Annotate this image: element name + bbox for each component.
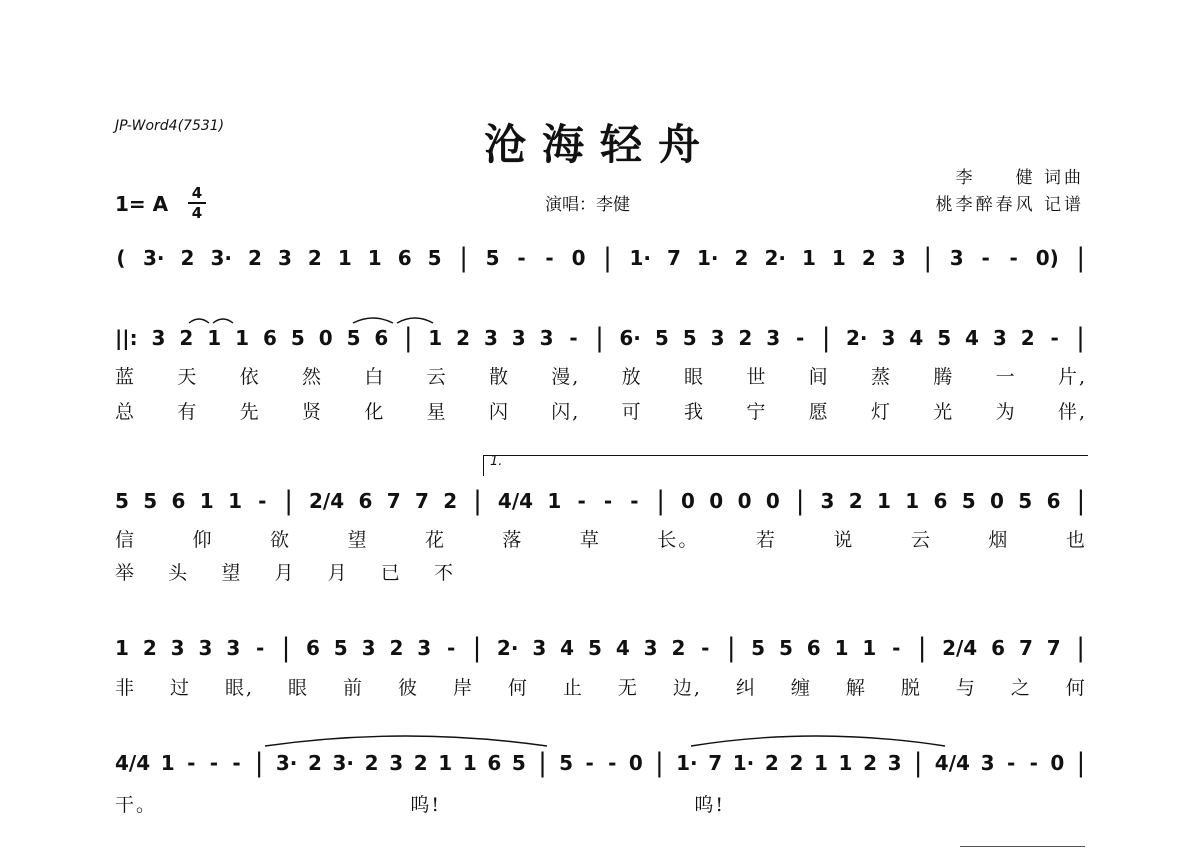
note: 3 xyxy=(198,636,213,660)
note: 5 xyxy=(511,751,526,775)
transcriber-credit: 桃李醉春风 记谱 xyxy=(935,195,1084,215)
note: 1 xyxy=(438,751,453,775)
lyric-syllable: 月 xyxy=(274,562,296,584)
note: 3· xyxy=(332,751,355,775)
lyric-syllable: 蓝 xyxy=(115,366,137,388)
barline: | xyxy=(538,748,547,778)
barline: | xyxy=(917,633,927,663)
note: - xyxy=(209,751,219,775)
lyric-syllable: 化 xyxy=(364,401,386,423)
note: 5 xyxy=(1018,489,1033,513)
lyric-syllable: 先 xyxy=(239,401,261,423)
lyric-syllable: 闪, xyxy=(551,401,581,423)
note: 3 xyxy=(532,636,547,660)
lyric-syllable: 花 xyxy=(424,529,446,551)
lyric-syllable: 一 xyxy=(995,366,1017,388)
note: 3 xyxy=(992,326,1007,350)
lyric-syllable: 草 xyxy=(579,529,601,551)
barline: | xyxy=(281,633,291,663)
note: 3 xyxy=(881,326,896,350)
volta-bracket xyxy=(483,455,1088,476)
note: 7 xyxy=(708,751,723,775)
note: 1 xyxy=(547,489,562,513)
note: 0 xyxy=(990,489,1004,513)
lyrics-line-2-verse-1 xyxy=(115,362,1087,389)
lyric-syllable: 蒸 xyxy=(870,366,892,388)
note: 4 xyxy=(965,326,979,350)
lyric-syllable: 仰 xyxy=(192,529,214,551)
source-label: JP-Word4(7531) xyxy=(115,118,225,134)
lyric-syllable: 脱 xyxy=(900,677,922,699)
lyric-syllable: 世 xyxy=(746,366,768,388)
notes-line-3 xyxy=(115,486,1087,516)
note: 3 xyxy=(539,326,554,350)
note: 2 xyxy=(671,636,686,660)
lyric-syllable: 也 xyxy=(1065,529,1087,551)
note: 1 xyxy=(813,751,828,775)
lyric-syllable: 片, xyxy=(1057,366,1087,388)
note: 7 xyxy=(386,489,401,513)
note: - xyxy=(1009,246,1018,270)
note: 5 xyxy=(961,489,976,513)
note: 6 xyxy=(262,326,277,350)
lyric-syllable: 与 xyxy=(955,677,977,699)
note: 2 xyxy=(764,751,779,775)
note: 2 xyxy=(863,751,877,775)
note: 3 xyxy=(511,326,526,350)
note: - xyxy=(446,636,456,660)
note: 6 xyxy=(806,636,821,660)
note: - xyxy=(1006,751,1016,775)
note: 6 xyxy=(933,489,948,513)
barline: | xyxy=(473,486,482,516)
note: 1· xyxy=(629,246,652,270)
lyric-syllable: 愿 xyxy=(808,401,830,423)
notes-line-5 xyxy=(115,748,1087,778)
lyric-syllable: 腾 xyxy=(933,366,955,388)
note: 2 xyxy=(456,326,470,350)
score-line-3 xyxy=(115,478,1087,522)
lyric-syllable: 望 xyxy=(347,529,369,551)
note: 6 xyxy=(487,751,502,775)
lyric-syllable: 已 xyxy=(380,562,402,584)
barline: | xyxy=(603,243,612,273)
barline: | xyxy=(1076,243,1086,273)
note: 2 xyxy=(142,636,157,660)
note: 5 xyxy=(143,489,158,513)
notes-line-1 xyxy=(115,243,1087,273)
note: 3 xyxy=(710,326,725,350)
lyric-syllable: 欲 xyxy=(269,529,291,551)
lyrics-line-3-verse-2 xyxy=(115,558,455,585)
note: 4 xyxy=(615,636,630,660)
note: 4 xyxy=(560,636,575,660)
note: 5 xyxy=(751,636,766,660)
note: 2 xyxy=(389,636,404,660)
lyric-syllable: 星 xyxy=(426,401,448,423)
note: 0 xyxy=(765,489,780,513)
barline: | xyxy=(1076,748,1086,778)
lyric-syllable: 过 xyxy=(169,677,191,699)
lyric-syllable: 望 xyxy=(221,562,243,584)
note: 2 xyxy=(789,751,804,775)
lyric-syllable: 眼, xyxy=(224,677,255,699)
note: 2 xyxy=(1020,326,1035,350)
note: 3 xyxy=(949,246,964,270)
score-line-4 xyxy=(115,625,1087,669)
note: 0) xyxy=(1035,246,1059,270)
lyric-syllable: 不 xyxy=(433,562,455,584)
lyric-syllable: 月 xyxy=(327,562,349,584)
note: 3 xyxy=(170,636,185,660)
note: 3 xyxy=(643,636,658,660)
lyric-syllable: 信 xyxy=(115,529,137,551)
note: 1 xyxy=(115,636,129,660)
note: 7 xyxy=(667,246,681,270)
barline: | xyxy=(254,748,264,778)
lyric-syllable: 我 xyxy=(683,401,705,423)
note: - xyxy=(187,751,196,775)
lyric-syllable: 举 xyxy=(115,562,137,584)
note: 3 xyxy=(766,326,781,350)
notes-line-4 xyxy=(115,633,1087,663)
barline: | xyxy=(656,486,666,516)
note: 3· xyxy=(210,246,232,270)
note: 0 xyxy=(737,489,752,513)
barline: | xyxy=(795,486,805,516)
lyric-syllable: 白 xyxy=(364,366,386,388)
note: - xyxy=(255,636,265,660)
note: - xyxy=(258,489,267,513)
note: 2 xyxy=(861,246,876,270)
lyric-syllable: 有 xyxy=(177,401,199,423)
note: - xyxy=(517,246,526,270)
lyric-syllable: 云 xyxy=(910,529,932,551)
note: 6 xyxy=(305,636,320,660)
note: 1 xyxy=(207,326,222,350)
barline: | xyxy=(923,243,933,273)
note: 5 xyxy=(115,489,129,513)
barline: | xyxy=(459,243,468,273)
note: 2 xyxy=(179,326,194,350)
lyric-syllable: 烟 xyxy=(988,529,1010,551)
note: 2 xyxy=(248,246,262,270)
lyric-syllable: 贤 xyxy=(301,401,323,423)
note: 3 xyxy=(891,246,906,270)
lyric-syllable: 光 xyxy=(933,401,955,423)
note: - xyxy=(545,246,554,270)
lyric-syllable: 漫, xyxy=(551,366,581,388)
notes-line-2 xyxy=(115,323,1087,353)
volta-label: 1. xyxy=(490,454,503,469)
lyric-syllable: 何 xyxy=(507,677,529,699)
note: 4/4 xyxy=(934,751,970,775)
lyric-syllable: 眼 xyxy=(287,677,309,699)
note: 6· xyxy=(619,326,641,350)
note: 0 xyxy=(628,751,643,775)
note: 0 xyxy=(709,489,724,513)
note: 1 xyxy=(905,489,920,513)
note: - xyxy=(569,326,578,350)
note: 2· xyxy=(496,636,519,660)
note: 0 xyxy=(318,326,333,350)
note: 3 xyxy=(483,326,498,350)
note: 0 xyxy=(571,246,586,270)
lyric-syllable: 岸 xyxy=(452,677,474,699)
note: 1 xyxy=(160,751,175,775)
note: 6 xyxy=(171,489,186,513)
lyric-syllable: 眼 xyxy=(683,366,705,388)
barline: | xyxy=(403,323,413,353)
lyric-syllable: 何 xyxy=(1065,677,1087,699)
note: - xyxy=(981,246,990,270)
note: 3· xyxy=(275,751,298,775)
note: 2 xyxy=(738,326,753,350)
note: - xyxy=(577,489,586,513)
note: 2 xyxy=(443,489,458,513)
note: - xyxy=(608,751,617,775)
barline: | xyxy=(1076,486,1086,516)
note: 5 xyxy=(346,326,361,350)
note: 1 xyxy=(838,751,853,775)
note: - xyxy=(603,489,613,513)
note: 2 xyxy=(307,751,322,775)
note: 1 xyxy=(834,636,849,660)
lyric-syllable: 呜! xyxy=(410,794,441,816)
lyrics-line-2-verse-2 xyxy=(115,397,1087,424)
note: 3 xyxy=(226,636,241,660)
lyric-syllable: 灯 xyxy=(870,401,892,423)
note: 1 xyxy=(801,246,816,270)
note: 1 xyxy=(228,489,242,513)
barline: | xyxy=(284,486,294,516)
lyric-syllable: 间 xyxy=(808,366,830,388)
barline: | xyxy=(726,633,736,663)
note: 3· xyxy=(143,246,165,270)
note: 5 xyxy=(485,246,500,270)
barline: | xyxy=(472,633,482,663)
note: - xyxy=(1050,326,1059,350)
note: 6 xyxy=(374,326,389,350)
lyric-syllable: 彼 xyxy=(397,677,419,699)
lyric-syllable: 放 xyxy=(621,366,643,388)
note: 2/4 xyxy=(309,489,345,513)
lyric-syllable: 前 xyxy=(342,677,364,699)
note: 2· xyxy=(764,246,786,270)
lyric-syllable: 边, xyxy=(672,677,702,699)
note: - xyxy=(630,489,639,513)
note: 1 xyxy=(462,751,477,775)
lyric-syllable: 然 xyxy=(301,366,323,388)
note: 5 xyxy=(654,326,669,350)
lyric-syllable: 总 xyxy=(115,401,137,423)
note: 5 xyxy=(333,636,348,660)
note: 6 xyxy=(991,636,1006,660)
note: 6 xyxy=(397,246,412,270)
time-signature-top: 4 xyxy=(191,184,203,202)
key-signature: 1= A xyxy=(115,192,169,216)
note: 3 xyxy=(389,751,404,775)
lyric-syllable: 云 xyxy=(426,366,448,388)
lyric-syllable: 头 xyxy=(168,562,190,584)
lyric-syllable: 纠 xyxy=(735,677,757,699)
barline: | xyxy=(913,748,923,778)
singer-credit: 演唱：李健 xyxy=(545,195,630,215)
note: 6 xyxy=(358,489,373,513)
note: 2 xyxy=(848,489,863,513)
lyric-syllable: 若 xyxy=(755,529,777,551)
note: 1 xyxy=(235,326,250,350)
barline: ||: xyxy=(115,326,138,350)
note: 3 xyxy=(887,751,902,775)
score-line-2 xyxy=(115,315,1087,359)
note: 1 xyxy=(428,326,443,350)
note: 7 xyxy=(415,489,429,513)
lyric-syllable: 为 xyxy=(995,401,1017,423)
note: 1 xyxy=(337,246,352,270)
time-signature-bottom: 4 xyxy=(191,204,203,222)
composer-credit: 李 健 词曲 xyxy=(955,168,1084,188)
lyric-syllable: 之 xyxy=(1010,677,1032,699)
barline: | xyxy=(595,323,604,353)
lyric-syllable: 干。 xyxy=(115,794,158,816)
note: 2 xyxy=(307,246,322,270)
lyric-syllable: 闪 xyxy=(488,401,510,423)
barline: | xyxy=(1076,323,1085,353)
note: 1· xyxy=(676,751,698,775)
note: 2 xyxy=(734,246,749,270)
note: 2/4 xyxy=(942,636,978,660)
lyric-syllable: 止 xyxy=(562,677,584,699)
note: 2 xyxy=(364,751,379,775)
lyric-syllable: 宁 xyxy=(746,401,768,423)
lyric-syllable: 呜! xyxy=(694,794,725,816)
note: - xyxy=(892,636,901,660)
lyrics-line-3-verse-1 xyxy=(115,525,1087,552)
note: 2 xyxy=(180,246,195,270)
note: - xyxy=(232,751,241,775)
score-line-1 xyxy=(115,235,1087,279)
note: 2 xyxy=(413,751,428,775)
note: 4/4 xyxy=(497,489,534,513)
lyrics-line-5-verse-1 xyxy=(115,790,725,817)
lyric-syllable: 落 xyxy=(502,529,524,551)
song-title: 沧海轻舟 xyxy=(483,120,716,169)
note: 3 xyxy=(361,636,376,660)
note: - xyxy=(701,636,710,660)
note: 3 xyxy=(980,751,995,775)
note: 6 xyxy=(1046,489,1061,513)
barline: | xyxy=(655,748,664,778)
note: 1· xyxy=(696,246,719,270)
note: - xyxy=(795,326,805,350)
lyric-syllable: 散 xyxy=(488,366,510,388)
note: 3 xyxy=(277,246,292,270)
page-divider xyxy=(960,846,1085,847)
note: 1 xyxy=(831,246,846,270)
note: 3 xyxy=(417,636,432,660)
note: 4 xyxy=(909,326,924,350)
time-signature xyxy=(186,184,208,222)
lyric-syllable: 依 xyxy=(239,366,261,388)
note: 4/4 xyxy=(115,751,151,775)
lyric-syllable: 长。 xyxy=(657,529,700,551)
note: 1· xyxy=(732,751,755,775)
note: 5 xyxy=(682,326,697,350)
lyric-syllable: 非 xyxy=(115,677,137,699)
lyric-syllable: 伴, xyxy=(1057,401,1087,423)
note: 7 xyxy=(1018,636,1033,660)
note: 5 xyxy=(290,326,305,350)
note: ( xyxy=(116,246,126,270)
barline: | xyxy=(1076,633,1085,663)
note: 5 xyxy=(559,751,574,775)
note: 1 xyxy=(862,636,877,660)
lyric-syllable: 天 xyxy=(177,366,199,388)
note: 3 xyxy=(151,326,166,350)
note: 3 xyxy=(820,489,835,513)
note: - xyxy=(585,751,594,775)
lyric-syllable: 可 xyxy=(621,401,643,423)
note: 1 xyxy=(876,489,891,513)
note: 0 xyxy=(681,489,695,513)
note: 1 xyxy=(367,246,382,270)
note: 5 xyxy=(427,246,442,270)
note: 5 xyxy=(587,636,602,660)
lyric-syllable: 缠 xyxy=(790,677,812,699)
note: 2· xyxy=(846,326,868,350)
lyric-syllable: 说 xyxy=(833,529,855,551)
note: 0 xyxy=(1050,751,1065,775)
barline: | xyxy=(821,323,831,353)
lyric-syllable: 无 xyxy=(617,677,639,699)
lyric-syllable: 解 xyxy=(845,677,867,699)
note: 1 xyxy=(199,489,214,513)
note: 5 xyxy=(937,326,952,350)
note: 5 xyxy=(778,636,793,660)
lyrics-line-4-verse-1 xyxy=(115,673,1087,700)
note: 7 xyxy=(1046,636,1061,660)
score-line-5 xyxy=(115,740,1087,784)
note: - xyxy=(1029,751,1038,775)
